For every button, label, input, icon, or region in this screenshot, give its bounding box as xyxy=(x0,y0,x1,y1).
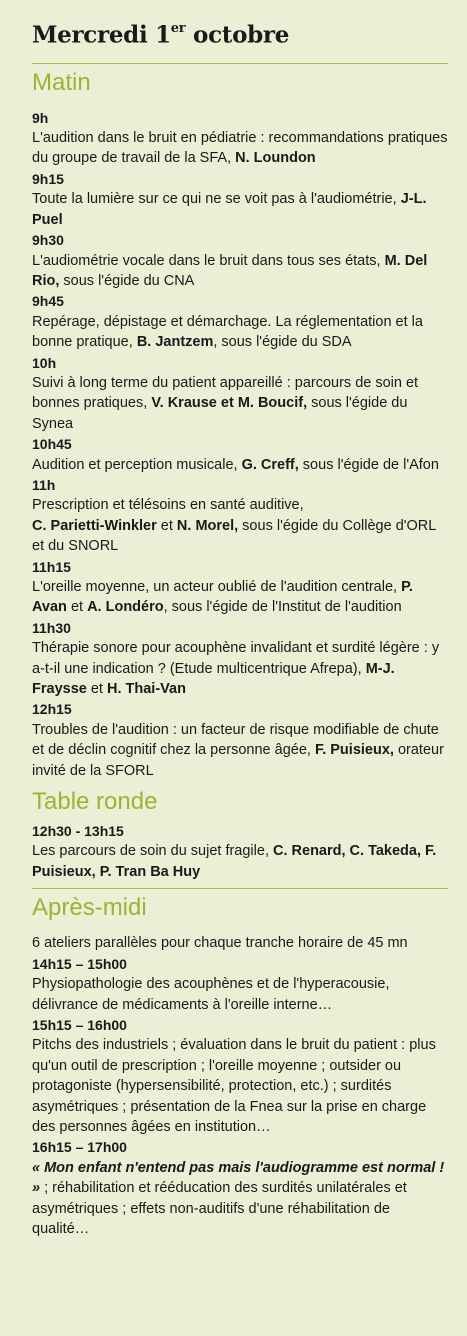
slot-tail: sous l'égide du Collège d'ORL et du SNORL xyxy=(32,517,436,555)
section-title-apres-midi: Après-midi xyxy=(32,894,147,922)
slot-time: 11h15 xyxy=(32,558,71,575)
slot-14h15 xyxy=(32,954,448,1015)
slot-speaker-1: M-J. Fraysse xyxy=(32,660,395,698)
slot-speaker-1: P. Avan xyxy=(32,579,413,616)
apres-midi-intro: 6 ateliers parallèles pour chaque tranche horaire de 45 mn xyxy=(32,935,408,952)
slot-speaker-2: A. Londéro xyxy=(87,599,164,616)
matin-slots xyxy=(32,108,448,781)
slot-speakers: F. Puisieux, xyxy=(314,742,394,759)
slot-speaker-2: N. Morel, xyxy=(176,517,239,534)
section-title-matin: Matin xyxy=(32,68,91,96)
slot-9h30 xyxy=(32,230,448,291)
slot-text: L'audition dans le bruit en pédiatrie : recommandations pratiques du groupe de travail de la SFA, xyxy=(32,130,448,167)
slot-parenthetical: (Etude multicentrique Afrepa), xyxy=(165,660,366,677)
slot-text: Suivi à long terme du patient appareillé : parcours de soin et bonnes pratiques, xyxy=(32,374,419,412)
slot-11h15 xyxy=(32,557,448,618)
slot-text: Audition et perception musicale, xyxy=(32,456,242,473)
slot-and: et xyxy=(86,681,107,698)
slot-text: ; réhabilitation et rééducation des surdités unilatérales et asymétriques ; effets non-auditifs d'une réhabilitation de qualité… xyxy=(32,1180,407,1237)
slot-11h xyxy=(32,475,448,557)
slot-and: et xyxy=(156,517,177,534)
slot-and: et xyxy=(66,599,88,616)
slot-tail: orateur invité de la SFORL xyxy=(32,742,444,779)
divider xyxy=(32,888,448,889)
slot-11h30 xyxy=(32,618,448,700)
slot-table-ronde xyxy=(32,821,448,882)
slot-9h15 xyxy=(32,169,448,230)
slot-speakers: M. Del Rio, xyxy=(32,252,428,289)
slot-tail: sous l'égide du CNA xyxy=(59,272,195,289)
slot-10h45 xyxy=(32,434,448,475)
slot-speakers: C. Renard, C. Takeda, F. Puisieux, P. Tran Ba Huy xyxy=(32,843,437,880)
slot-12h15 xyxy=(32,699,448,781)
slot-time: 12h15 xyxy=(32,701,72,718)
slot-time: 11h xyxy=(32,476,56,493)
slot-tail: , sous l'égide de l'Institut de l'audition xyxy=(163,599,402,616)
slot-time: 10h xyxy=(32,354,57,371)
slot-text: Pitchs des industriels ; évaluation dans le bruit du patient : plus qu'un outil de prescription ; l'oreille moyenne ; outsider ou protagoniste (hypersensibilité, protection, etc.) ; surdités asymétriques ; présentation de la Fnea sur la prise en charge des personnes âgées en institution… xyxy=(32,1037,436,1135)
day-title-end: octobre xyxy=(185,21,290,49)
slot-quote: « Mon enfant n'entend pas mais l'audiogramme est normal ! » xyxy=(32,1159,445,1197)
slot-tail: sous l'égide du Synea xyxy=(32,395,408,432)
slot-time: 11h30 xyxy=(32,619,71,636)
slot-text: Troubles de l'audition : un facteur de risque modifiable de chute et de déclin cognitif chez la personne âgée, xyxy=(32,721,439,759)
slot-speakers: G. Creff, xyxy=(241,456,299,473)
day-title-main: Mercredi 1 xyxy=(32,21,171,49)
day-title xyxy=(32,16,448,51)
day-title-superscript: er xyxy=(170,21,186,36)
slot-time: 14h15 – 15h00 xyxy=(32,955,127,972)
slot-speakers: J-L. Puel xyxy=(32,191,427,228)
slot-15h15 xyxy=(32,1015,448,1137)
slot-time: 9h xyxy=(32,109,49,126)
slot-9h xyxy=(32,108,448,169)
slot-speakers: V. Krause et M. Boucif, xyxy=(151,395,308,412)
slot-text: Les parcours de soin du sujet fragile, xyxy=(32,843,273,860)
slot-time: 12h30 - 13h15 xyxy=(32,823,124,840)
slot-text: Toute la lumière sur ce qui ne se voit pas à l'audiométrie, xyxy=(32,191,401,208)
slot-text: L'audiométrie vocale dans le bruit dans tous ses états, xyxy=(32,252,385,269)
divider xyxy=(32,63,448,64)
slot-text: Prescription et télésoins en santé auditive, xyxy=(32,497,304,514)
slot-16h15 xyxy=(32,1137,448,1239)
slot-speaker-1: C. Parietti-Winkler xyxy=(32,517,157,534)
slot-speakers: B. Jantzem xyxy=(136,334,214,351)
slot-time: 9h15 xyxy=(32,170,64,187)
slot-text: Repérage, dépistage et démarchage. La réglementation et la bonne pratique, xyxy=(32,313,423,351)
slot-time: 10h45 xyxy=(32,436,72,453)
slot-text: L'oreille moyenne, un acteur oublié de l'audition centrale, xyxy=(32,579,402,595)
section-title-table-ronde: Table ronde xyxy=(32,788,158,816)
slot-text: Physiopathologie des acouphènes et de l'hyperacousie, délivrance de médicaments à l'oreille interne… xyxy=(32,976,390,1013)
slot-text: Thérapie sonore pour acouphène invalidant et surdité légère : y a-t-il une indication ? xyxy=(32,640,440,677)
slot-time: 15h15 – 16h00 xyxy=(32,1016,127,1033)
slot-9h45 xyxy=(32,291,448,352)
slot-time: 16h15 – 17h00 xyxy=(32,1139,127,1156)
slot-time: 9h45 xyxy=(32,293,64,310)
slot-speaker-2: H. Thai-Van xyxy=(106,681,186,698)
slot-tail: sous l'égide de l'Afon xyxy=(298,456,439,473)
slot-speakers: N. Loundon xyxy=(235,150,316,167)
slot-time: 9h30 xyxy=(32,232,64,249)
slot-10h xyxy=(32,353,448,435)
slot-tail: , sous l'égide du SDA xyxy=(213,334,352,351)
